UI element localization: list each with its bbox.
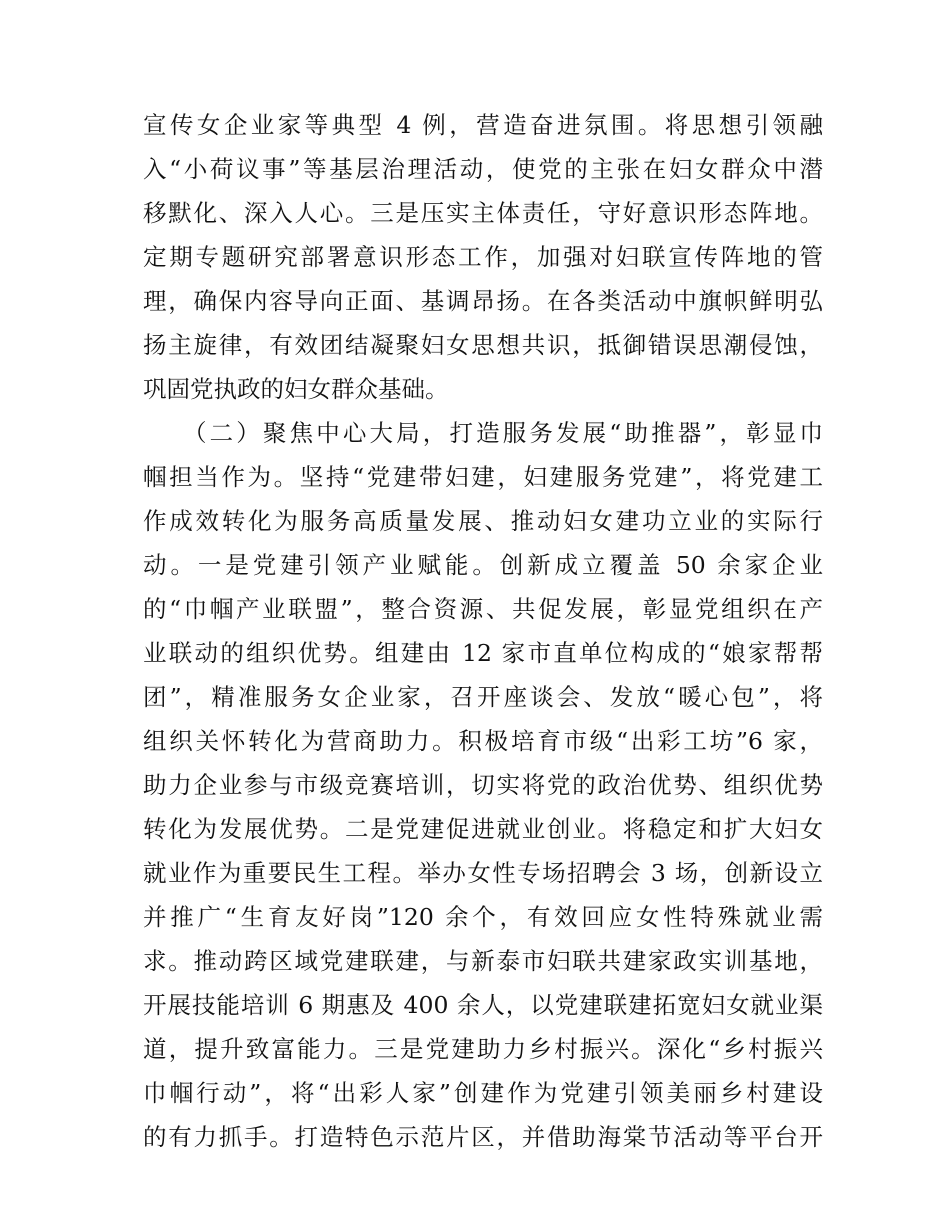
text-line: 开展技能培训 6 期惠及 400 余人，以党建联建拓宽妇女就业渠 <box>143 991 823 1019</box>
text-line: 扬主旋律，有效团结凝聚妇女思想共识，抵御错误思潮侵蚀， <box>143 331 823 359</box>
text-line: 巾帼行动”，将“出彩人家”创建作为党建引领美丽乡村建设 <box>143 1079 823 1107</box>
text-line: 的有力抓手。打造特色示范片区，并借助海棠节活动等平台开 <box>143 1123 823 1151</box>
text-line: 道，提升致富能力。三是党建助力乡村振兴。深化“乡村振兴 <box>143 1035 823 1063</box>
text-line: 就业作为重要民生工程。举办女性专场招聘会 3 场，创新设立 <box>143 859 823 887</box>
text-line: 理，确保内容导向正面、基调昂扬。在各类活动中旗帜鲜明弘 <box>143 287 823 315</box>
text-line: 转化为发展优势。二是党建促进就业创业。将稳定和扩大妇女 <box>143 815 823 843</box>
text-line: 组织关怀转化为营商助力。积极培育市级“出彩工坊”6 家， <box>143 727 823 755</box>
text-line: 帼担当作为。坚持“党建带妇建，妇建服务党建”，将党建工 <box>143 463 823 491</box>
text-line: 团”，精准服务女企业家，召开座谈会、发放“暖心包”，将 <box>143 683 823 711</box>
section-heading-line: （二）聚焦中心大局，打造服务发展“助推器”，彰显巾 <box>183 419 823 447</box>
text-line: 作成效转化为服务高质量发展、推动妇女建功立业的实际行 <box>143 507 823 535</box>
text-line: 巩固党执政的妇女群众基础。 <box>143 375 449 403</box>
text-line: 求。推动跨区域党建联建，与新泰市妇联共建家政实训基地， <box>143 947 823 975</box>
text-line: 的“巾帼产业联盟”，整合资源、共促发展，彰显党组织在产 <box>143 595 823 623</box>
text-line: 入“小荷议事”等基层治理活动，使党的主张在妇女群众中潜 <box>143 155 823 183</box>
text-line: 宣传女企业家等典型 4 例，营造奋进氛围。将思想引领融 <box>143 111 823 139</box>
text-line: 业联动的组织优势。组建由 12 家市直单位构成的“娘家帮帮 <box>143 639 823 667</box>
text-line: 动。一是党建引领产业赋能。创新成立覆盖 50 余家企业 <box>143 551 823 579</box>
text-line: 助力企业参与市级竞赛培训，切实将党的政治优势、组织优势 <box>143 771 823 799</box>
text-line: 移默化、深入人心。三是压实主体责任，守好意识形态阵地。 <box>143 199 823 227</box>
text-line: 并推广“生育友好岗”120 余个，有效回应女性特殊就业需 <box>143 903 823 931</box>
text-line: 定期专题研究部署意识形态工作，加强对妇联宣传阵地的管 <box>143 243 823 271</box>
